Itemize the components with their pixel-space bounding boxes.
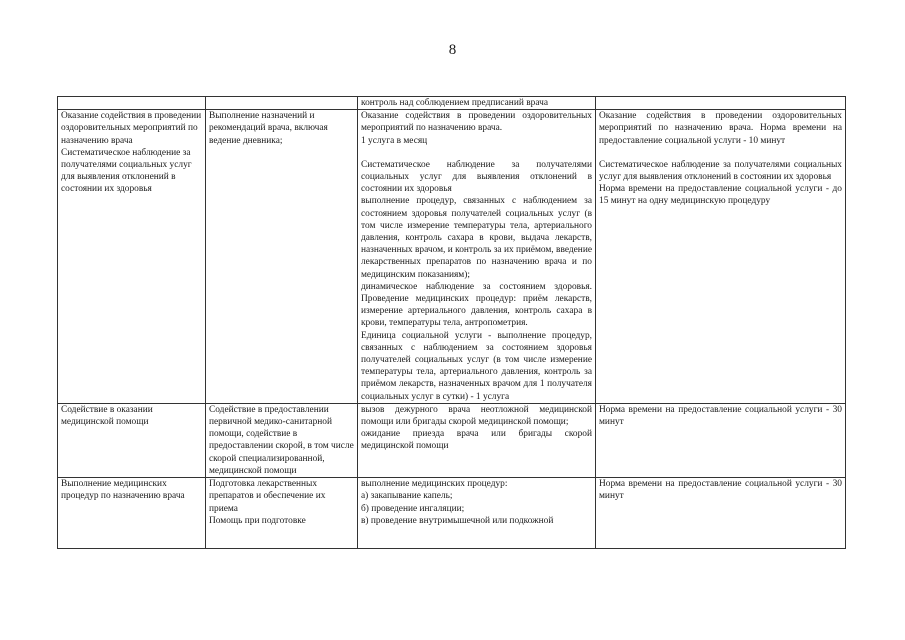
service-description-cell [358, 403, 596, 477]
service-name-cell [58, 110, 206, 404]
service-content-cell [206, 110, 358, 404]
service-description: динамическое наблюдение за состоянием здоровья. Проведение медицинских процедур: приём лекарств, измерение артериального давления, контроль сахара в крови, температуры тела, антропометрия. [361, 281, 592, 329]
carryover-col1 [58, 97, 206, 110]
table-row [58, 110, 846, 404]
carryover-col2 [206, 97, 358, 110]
service-description: выполнение медицинских процедур: [361, 479, 508, 490]
time-norm-cell [596, 110, 846, 404]
service-description: а) закапывание капель; [361, 491, 453, 502]
service-name: Оказание содействия в проведении оздоровительных мероприятий по назначению врача [61, 111, 202, 146]
carryover-col3 [358, 97, 596, 110]
service-content: Содействие в предоставлении первичной медико-санитарной помощи, содействие в предоставлении скорой, в том числе скорой специализированной, медицинской помощи [209, 404, 354, 476]
time-norm: Норма времени на предоставление социальной услуги - 30 минут [599, 404, 842, 428]
time-norm-cell [596, 478, 846, 549]
service-content-cell [206, 403, 358, 477]
service-content: Помощь при подготовке [209, 515, 306, 526]
service-description: Оказание содействия в проведении оздоровительных мероприятий по назначению врача. [361, 111, 592, 134]
service-description-cell [358, 478, 596, 549]
service-description: Единица социальной услуги - выполнение процедур, связанных с наблюдением за состоянием здоровья получателей социальных услуг (в том числе измерение температуры тела, артериального давления, контроль за приёмом лекарств, назначенных врачом для 1 получателя социальных услуг в сутки) - 1 услуга [361, 330, 592, 402]
service-name-cell [58, 478, 206, 549]
time-norm: Оказание содействия в проведении оздоровительных мероприятий по назначению врача. Норма времени на предоставление социальной услуги - 10 минут [599, 111, 842, 146]
table-row [58, 478, 846, 549]
time-norm: Систематическое наблюдение за получателями социальных услуг для выявления отклонений в состоянии их здоровья [599, 159, 842, 183]
time-norm: Норма времени на предоставление социальной услуги - 30 минут [599, 479, 842, 502]
service-content: Выполнение назначений и рекомендаций врача, включая ведение дневника; [209, 111, 328, 146]
service-description-cell [358, 110, 596, 404]
service-description: б) проведение ингаляции; [361, 503, 465, 514]
service-description: в) проведение внутримышечной или подкожной [361, 515, 554, 526]
service-name: Выполнение медицинских процедур по назначению врача [61, 479, 185, 502]
service-description: 1 услуга в месяц [361, 135, 428, 146]
service-name: Содействие в оказании медицинской помощи [61, 404, 153, 428]
service-content: Подготовка лекарственных препаратов и обеспечение их приема [209, 479, 326, 514]
service-description: вызов дежурного врача неотложной медицинской помощи или бригады скорой медицинской помощи; [361, 404, 592, 428]
table-row-carryover [58, 97, 846, 110]
service-description: Систематическое наблюдение за получателями социальных услуг для выявления отклонений в состоянии их здоровья [361, 159, 592, 195]
service-name: Систематическое наблюдение за получателями социальных услуг для выявления отклонений в состоянии их здоровья [61, 147, 192, 195]
time-norm-cell [596, 403, 846, 477]
service-name-cell [58, 403, 206, 477]
service-description: выполнение процедур, связанных с наблюдением за состоянием здоровья получателей социальных услуг (в том числе измерение температуры тела, артериального давления, контроль сахара в крови, выдача лекарств, назначенных врачом, и контроль за их приёмом, введение лекарственных препаратов по назначению врача и по медицинским показаниям); [361, 196, 592, 280]
service-content-cell [206, 478, 358, 549]
carryover-text: контроль над соблюдением предписаний врача [361, 98, 548, 108]
carryover-col4 [596, 97, 846, 110]
service-description: ожидание приезда врача или бригады скорой медицинской помощи [361, 429, 592, 452]
table-row [58, 403, 846, 477]
services-table [57, 96, 846, 549]
page-number: 8 [448, 42, 457, 58]
time-norm: Норма времени на предоставление социальной услуги - до 15 минут на одну медицинскую процедуру [599, 184, 842, 207]
